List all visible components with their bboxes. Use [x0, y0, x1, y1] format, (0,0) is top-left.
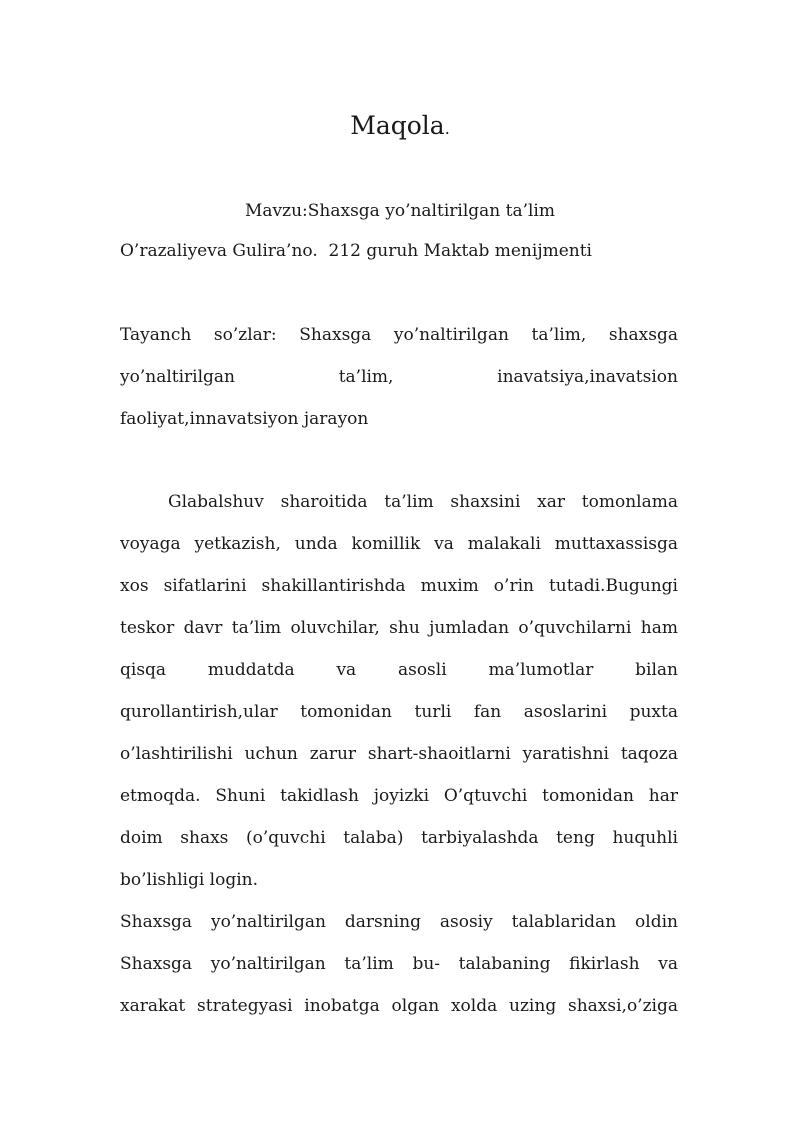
paragraph-1 — [120, 481, 678, 901]
paragraph-line: qurollantirish,ular tomonidan turli fan asoslarini puxta — [120, 702, 678, 722]
paragraph-line: Shaxsga yo’naltirilgan darsning asosiy talablaridan oldin — [120, 912, 678, 932]
paragraph-line: qisqa muddatda va asosli ma’lumotlar bilan — [120, 660, 678, 680]
keywords-line: Tayanch so’zlar: Shaxsga yo’naltirilgan ta’lim, shaxsga — [120, 325, 678, 345]
paragraph-line: o’lashtirilishi uchun zarur shart-shaoitlarni yaratishni taqoza — [120, 744, 678, 764]
title-dot: . — [444, 119, 450, 138]
paragraph-line: doim shaxs (o’quvchi talaba) tarbiyalashda teng huquhli — [120, 828, 678, 848]
paragraph-2 — [120, 901, 678, 1027]
paragraph-line: bo’lishligi login. — [120, 870, 259, 890]
paragraph-line: etmoqda. Shuni takidlash joyizki O’qtuvchi tomonidan har — [120, 786, 678, 806]
title-text: Maqola — [350, 111, 445, 140]
keywords-line: faoliyat,innavatsiyon jarayon — [120, 409, 369, 429]
keywords-block — [120, 314, 678, 440]
document-title — [0, 108, 800, 147]
paragraph-line: Glabalshuv sharoitida ta’lim shaxsini xar tomonlama — [168, 492, 678, 512]
paragraph-line: teskor davr ta’lim oluvchilar, shu jumladan o’quvchilarni ham — [120, 618, 678, 638]
paragraph-line: xarakat strategyasi inobatga olgan xolda uzing shaxsi,o’ziga — [120, 996, 678, 1016]
paragraph-line: voyaga yetkazish, unda komillik va malakali muttaxassisga — [120, 534, 678, 554]
topic-line: Mavzu:Shaxsga yo’naltirilgan ta’lim — [244, 201, 555, 221]
paragraph-line: xos sifatlarini shakillantirishda muxim o’rin tutadi.Bugungi — [120, 576, 678, 596]
author-line: O’razaliyeva Gulira’no. 212 guruh Maktab menijmenti — [120, 241, 592, 261]
keywords-line: yo’naltirilgan ta’lim, inavatsiya,inavatsion — [120, 367, 678, 387]
paragraph-line: Shaxsga yo’naltirilgan ta’lim bu- talabaning fikirlash va — [120, 954, 678, 974]
